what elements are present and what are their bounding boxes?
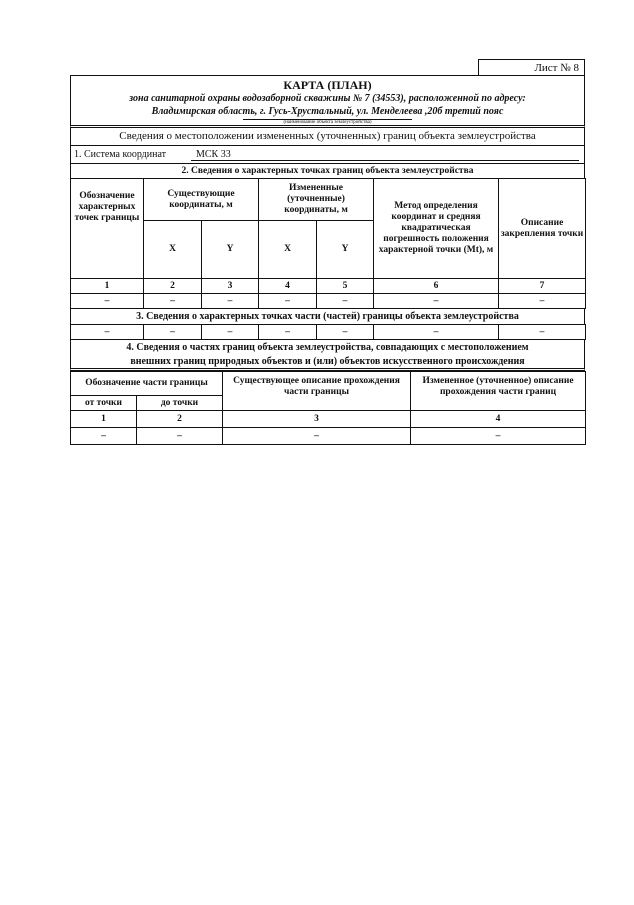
map-zone-text: зона санитарной охраны водозаборной скважины № 7 (34553), расположенной по адресу: (129, 93, 526, 104)
coordinate-system-label: 1. Система координат (74, 149, 167, 160)
map-title: КАРТА (ПЛАН) (283, 78, 372, 92)
existing-x-header: X (144, 221, 202, 279)
table-cell: – (137, 428, 223, 445)
table-cell: – (71, 325, 144, 340)
col-description-header: Описание закрепления точки (499, 179, 586, 279)
column-number: 2 (137, 411, 223, 428)
table-cell: – (144, 294, 202, 309)
section4-title-line1: 4. Сведения о частях границ объекта землеустройства, совпадающих с местоположением (126, 342, 529, 353)
section4-title (70, 340, 585, 371)
part-points-table (70, 324, 586, 340)
column-number: 2 (144, 279, 202, 294)
col-point-header: Обозначение характерных точек границы (71, 179, 144, 279)
column-number: 3 (223, 411, 411, 428)
column-numbers-row (71, 411, 586, 428)
table-row (71, 428, 586, 445)
section2-title: 2. Сведения о характерных точках границ объекта землеустройства (70, 163, 585, 178)
table-cell: – (202, 325, 259, 340)
table-cell: – (317, 294, 374, 309)
col-existing-description-header: Существующее описание прохождения части границы (223, 372, 411, 411)
col-changed-description-header: Измененное (уточненное) описание прохождения части границ (411, 372, 586, 411)
map-address-text: Владимирская область, г. Гусь-Хрустальный, ул. Менделеева ,20б третий пояс (151, 106, 504, 117)
col-from-header: от точки (71, 396, 137, 411)
coordinate-system-underline (191, 160, 579, 161)
map-header (70, 75, 585, 125)
column-number: 4 (259, 279, 317, 294)
col-part-header: Обозначение части границы (71, 372, 223, 396)
col-method-header: Метод определения координат и средняя квадратическая погрешность положения характерной точки (Mt), м (374, 179, 499, 279)
table-cell: – (71, 294, 144, 309)
table-cell: – (317, 325, 374, 340)
table-cell: – (71, 428, 137, 445)
section3-title: 3. Сведения о характерных точках части (частей) границы объекта землеустройства (70, 309, 585, 324)
table-cell: – (499, 325, 586, 340)
sheet-number: Лист № 8 (478, 59, 585, 76)
col-changed-header: Измененные (уточненные) координаты, м (259, 179, 374, 221)
col-existing-header: Существующие координаты, м (144, 179, 259, 221)
coordinate-system-row (70, 145, 585, 163)
table-cell: – (499, 294, 586, 309)
table-cell: – (411, 428, 586, 445)
column-number: 3 (202, 279, 259, 294)
map-frame (70, 75, 585, 445)
table-row (71, 325, 586, 340)
col-to-header: до точки (137, 396, 223, 411)
column-number: 4 (411, 411, 586, 428)
table-cell: – (202, 294, 259, 309)
map-caption: (наименование объекта землеустройства) (71, 120, 584, 125)
column-number: 1 (71, 411, 137, 428)
table-cell: – (223, 428, 411, 445)
table-cell: – (374, 325, 499, 340)
column-number: 1 (71, 279, 144, 294)
boundary-parts-table (70, 371, 586, 445)
column-numbers-row (71, 279, 586, 294)
section1-title: Сведения о местоположении измененных (уточненных) границ объекта землеустройства (70, 125, 585, 145)
column-number: 7 (499, 279, 586, 294)
changed-x-header: X (259, 221, 317, 279)
table-cell: – (374, 294, 499, 309)
column-number: 6 (374, 279, 499, 294)
table-cell: – (144, 325, 202, 340)
section4-title-line2: внешних границ природных объектов и (или) объектов искусственного происхождения (130, 356, 525, 367)
table-row (71, 294, 586, 309)
column-number: 5 (317, 279, 374, 294)
changed-y-header: Y (317, 221, 374, 279)
table-cell: – (259, 294, 317, 309)
table-cell: – (259, 325, 317, 340)
coordinate-system-value: МСК 33 (196, 149, 231, 160)
existing-y-header: Y (202, 221, 259, 279)
points-table (70, 178, 586, 309)
